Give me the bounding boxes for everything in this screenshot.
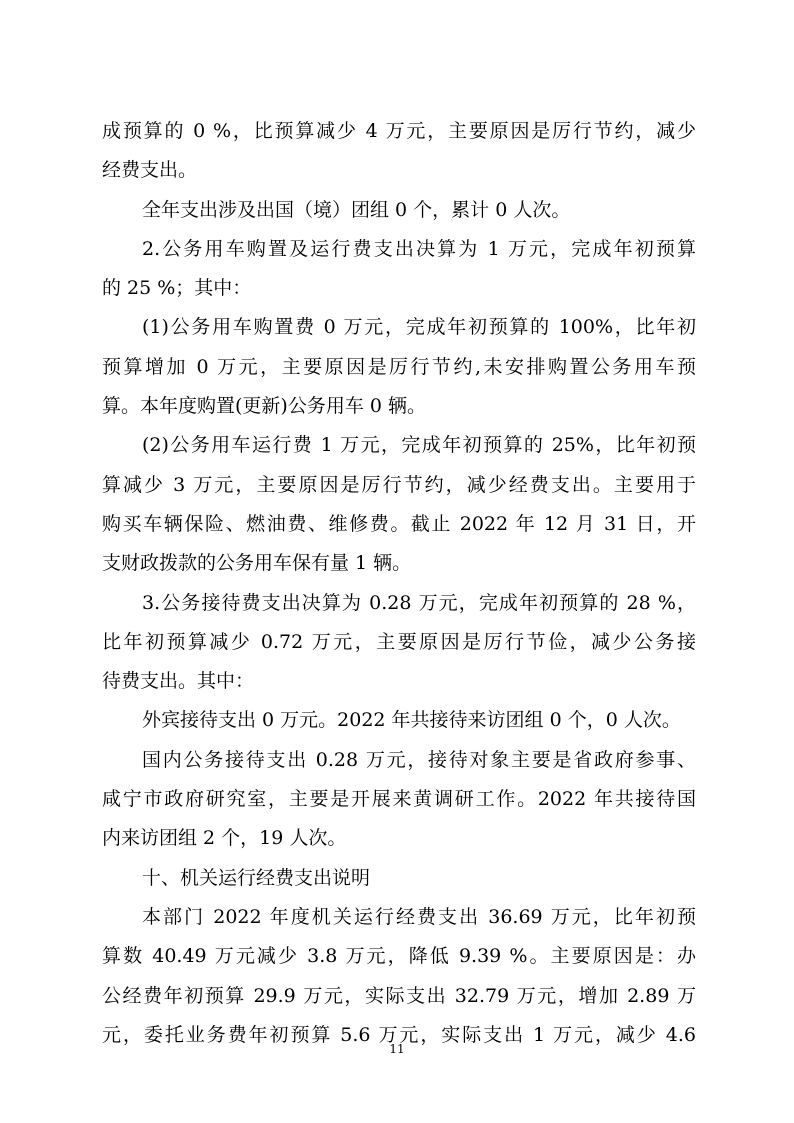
text-line: 比年初预算减少 0.72 万元，主要原因是厉行节俭，减少公务接	[102, 630, 696, 653]
text-line: 成预算的 0 %，比预算减少 4 万元，主要原因是厉行节约，减少	[102, 120, 696, 142]
text-line: 经费支出。	[102, 159, 198, 182]
text-line: 本部门 2022 年度机关运行经费支出 36.69 万元，比年初预	[142, 905, 696, 928]
page-number: 11	[389, 1042, 405, 1056]
text-line: 公经费年初预算 29.9 万元，实际支出 32.79 万元，增加 2.89 万	[102, 984, 696, 1007]
text-line: 外宾接待支出 0 万元。2022 年共接待来访团组 0 个，0 人次。	[142, 709, 681, 732]
text-line: 3.公务接待费支出决算为 0.28 万元，完成年初预算的 28 %，	[142, 591, 696, 614]
text-line: 全年支出涉及出国（境）团组 0 个，累计 0 人次。	[142, 198, 571, 221]
text-line: 算。本年度购置(更新)公务用车 0 辆。	[102, 395, 426, 418]
text-line: (1)公务用车购置费 0 万元，完成年初预算的 100%，比年初	[142, 316, 696, 339]
text-line: 的 25 %；其中：	[102, 277, 252, 300]
text-line: 十、机关运行经费支出说明	[142, 866, 371, 889]
text-line: 预算增加 0 万元，主要原因是厉行节约,未安排购置公务用车预	[102, 355, 696, 378]
text-line: 购买车辆保险、燃油费、维修费。截止 2022 年 12 月 31 日，开	[102, 512, 696, 535]
document-body	[102, 112, 696, 1055]
text-line: (2)公务用车运行费 1 万元，完成年初预算的 25%，比年初预	[142, 434, 696, 457]
text-line: 元，委托业务费年初预算 5.6 万元，实际支出 1 万元，减少 4.6	[102, 1023, 696, 1046]
text-line: 国内公务接待支出 0.28 万元，接待对象主要是省政府参事、	[142, 748, 696, 771]
text-line: 算减少 3 万元，主要原因是厉行节约，减少经费支出。主要用于	[102, 473, 696, 496]
text-line: 算数 40.49 万元减少 3.8 万元，降低 9.39 %。主要原因是：办	[102, 945, 696, 968]
text-line: 待费支出。其中：	[102, 670, 255, 693]
text-line: 内来访团组 2 个，19 人次。	[102, 827, 347, 850]
text-line: 支财政拨款的公务用车保有量 1 辆。	[102, 552, 412, 575]
text-line: 2.公务用车购置及运行费支出决算为 1 万元，完成年初预算	[142, 237, 696, 260]
text-line: 咸宁市政府研究室，主要是开展来黄调研工作。2022 年共接待国	[102, 788, 696, 811]
